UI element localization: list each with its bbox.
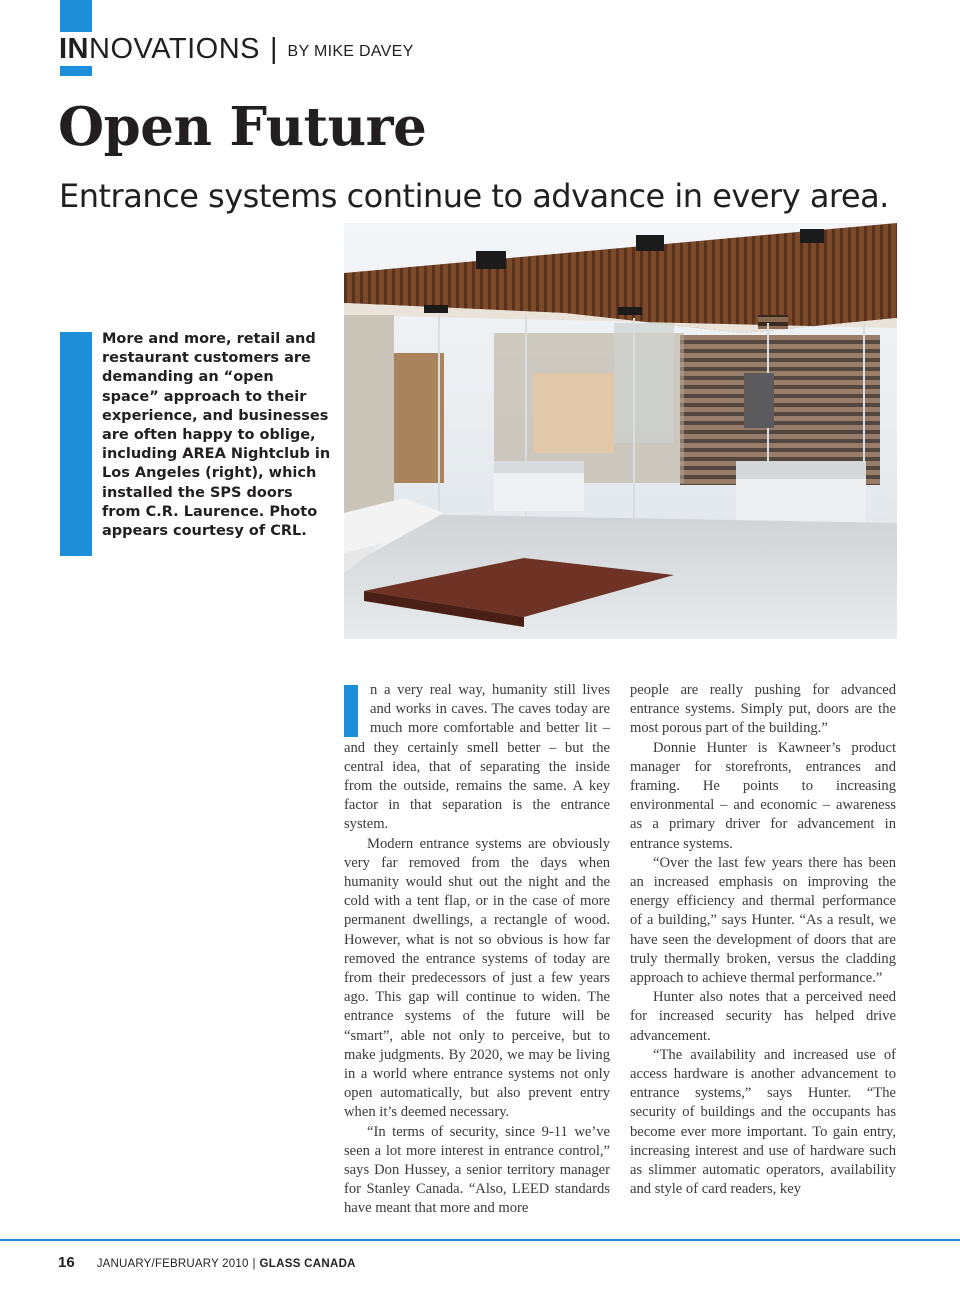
article-subtitle: Entrance systems continue to advance in every area. — [59, 177, 889, 215]
article-paragraph — [344, 681, 610, 835]
article-photo — [344, 223, 897, 639]
footer-rule — [0, 1239, 960, 1241]
article-paragraph: “Over the last few years there has been an increased emphasis on improving the energy efficiency and thermal performance of a building,” says Hunter. “As a result, we have seen the development of doors that are truly thermally broken, versus the cladding approach to achieve thermal performance.” — [630, 854, 896, 987]
section-header — [59, 30, 414, 68]
magazine-name: GLASS CANADA — [259, 1258, 356, 1270]
photo-caption: More and more, retail and restaurant customers are demanding an “open space” approach to their experience, and businesses are often happy to oblige, including AREA Nightclub in Los Angeles (right), which installed the SPS doors from C.R. Laurence. Photo appears courtesy of CRL. — [102, 331, 331, 540]
byline: BY MIKE DAVEY — [287, 42, 414, 60]
article-paragraph: “The availability and increased use of access hardware is another advancement to entrance systems,” says Hunter. “The security of buildings and the occupants has become ever more important. To gain entry, increasing interest and use of hardware such as slimmer automatic operators, availability and style of card readers, key — [630, 1046, 896, 1198]
article-paragraph: Hunter also notes that a perceived need for increased security has helped drive advancement. — [630, 989, 896, 1044]
paragraph-text: n a very real way, humanity still lives and works in caves. The caves today are much more comfortable and better lit – and they certainly smell better – but the central idea, that of separating the inside from the outside, remains the same. A key factor in that separation is the entrance system. — [344, 682, 610, 833]
page-number: 16 — [58, 1254, 75, 1271]
article-paragraph: “In terms of security, since 9-11 we’ve seen a lot more interest in entrance control,” says Don Hussey, a senior territory manager for Stanley Canada. “Also, LEED standards have meant that more and more — [344, 1123, 610, 1217]
article-paragraph: people are really pushing for advanced entrance systems. Simply put, doors are the most porous part of the building.” — [630, 682, 896, 737]
footer-separator: | — [252, 1258, 256, 1270]
article-paragraph: Donnie Hunter is Kawneer’s product manager for storefronts, entrances and framing. He points to increasing environmental – and economic – awareness as a primary driver for advancement in entrance systems. — [630, 739, 896, 852]
article-column-1 — [344, 681, 610, 1219]
header-separator: | — [270, 32, 278, 65]
section-name-rest: NOVATIONS — [89, 32, 260, 65]
section-accent-bar — [60, 0, 92, 32]
page-footer — [58, 1254, 356, 1271]
drop-cap-i-icon — [344, 685, 358, 737]
issue-date: JANUARY/FEBRUARY 2010 — [96, 1258, 249, 1270]
article-paragraph: Modern entrance systems are obviously very far removed from the days when humanity would shut out the night and the cold with a tent flap, or in the case of more permanent dwellings, a rectangle of wood. However, what is not so obvious is how far removed the entrance systems of today are from their predecessors of just a few years ago. This gap will continue to widen. The entrance systems of the future will be “smart”, able not only to perceive, but to make judgments. By 2020, we may be living in a world where entrance systems not only open automatically, but also prevent entry when it’s deemed necessary. — [344, 835, 610, 1121]
section-name-bold: IN — [59, 32, 89, 65]
caption-accent-bar — [60, 332, 92, 556]
article-column-2 — [630, 681, 896, 1199]
article-title: Open Future — [58, 96, 427, 158]
